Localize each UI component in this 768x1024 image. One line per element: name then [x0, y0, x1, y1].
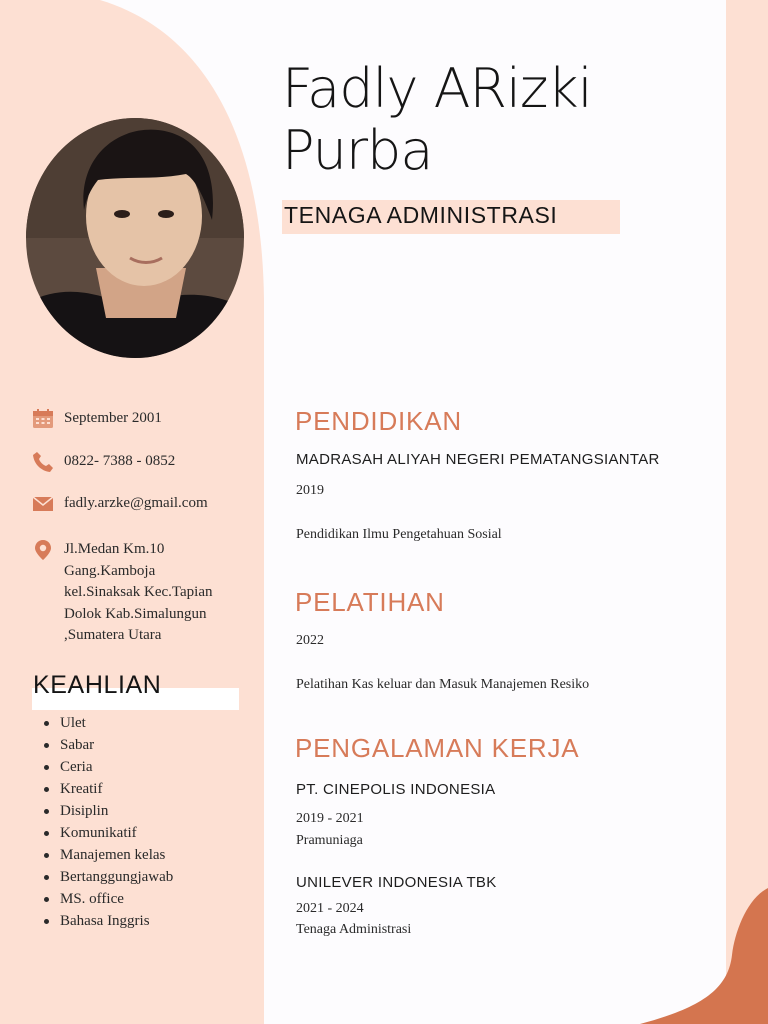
- contact-email: [32, 493, 208, 515]
- calendar-icon: [32, 408, 54, 430]
- job-position: Tenaga Administrasi: [296, 922, 412, 937]
- training-description: Pelatihan Kas keluar dan Masuk Manajemen Resiko: [296, 677, 590, 692]
- phone-icon: [32, 451, 54, 473]
- skill-item: Ceria: [42, 756, 173, 778]
- skills-title: KEAHLIAN: [33, 671, 162, 699]
- contact-phone: [32, 451, 175, 473]
- job-role: TENAGA ADMINISTRASI: [284, 202, 558, 228]
- education-school: MADRASAH ALIYAH NEGERI PEMATANGSIANTAR: [296, 451, 660, 468]
- name-line-1: Fadly ARizki: [282, 57, 592, 120]
- skill-item: Disiplin: [42, 800, 173, 822]
- job-period: 2019 - 2021: [296, 811, 364, 826]
- skill-item: Kreatif: [42, 778, 173, 800]
- address-line: kel.Sinaksak Kec.Tapian: [64, 584, 213, 600]
- job-company: PT. CINEPOLIS INDONESIA: [296, 781, 496, 798]
- email-address: fadly.arzke@gmail.com: [64, 495, 208, 511]
- job-position: Pramuniaga: [296, 833, 363, 848]
- skill-item: Ulet: [42, 712, 173, 734]
- skill-item: Sabar: [42, 734, 173, 756]
- address-line: ,Sumatera Utara: [64, 627, 162, 643]
- job-company: UNILEVER INDONESIA TBK: [296, 874, 497, 891]
- address-line: Gang.Kamboja: [64, 562, 156, 579]
- address-line: Jl.Medan Km.10: [64, 541, 165, 557]
- full-name: [282, 58, 592, 182]
- address-line: Dolok Kab.Simalungun: [64, 605, 207, 622]
- skill-item: Bertanggungjawab: [42, 866, 173, 888]
- education-title: PENDIDIKAN: [295, 406, 462, 436]
- skill-item: Komunikatif: [42, 822, 173, 844]
- name-line-2: Purba: [282, 119, 433, 182]
- education-major: Pendidikan Ilmu Pengetahuan Sosial: [296, 527, 502, 542]
- skill-item: Bahasa Inggris: [42, 910, 173, 932]
- skills-list: [42, 712, 173, 932]
- mail-icon: [32, 493, 54, 515]
- phone-number: 0822- 7388 - 0852: [64, 453, 176, 469]
- location-pin-icon: [32, 539, 54, 561]
- profile-photo: [26, 118, 244, 358]
- address: [64, 539, 212, 647]
- contact-address: [32, 539, 212, 647]
- training-year: 2022: [296, 633, 324, 648]
- job-period: 2021 - 2024: [296, 901, 364, 916]
- skill-item: Manajemen kelas: [42, 844, 173, 866]
- education-year: 2019: [296, 483, 324, 498]
- contact-birth: [32, 408, 162, 430]
- training-title: PELATIHAN: [295, 587, 445, 617]
- skill-item: MS. office: [42, 888, 173, 910]
- experience-title: PENGALAMAN KERJA: [295, 733, 580, 763]
- birth-date: September 2001: [64, 410, 162, 426]
